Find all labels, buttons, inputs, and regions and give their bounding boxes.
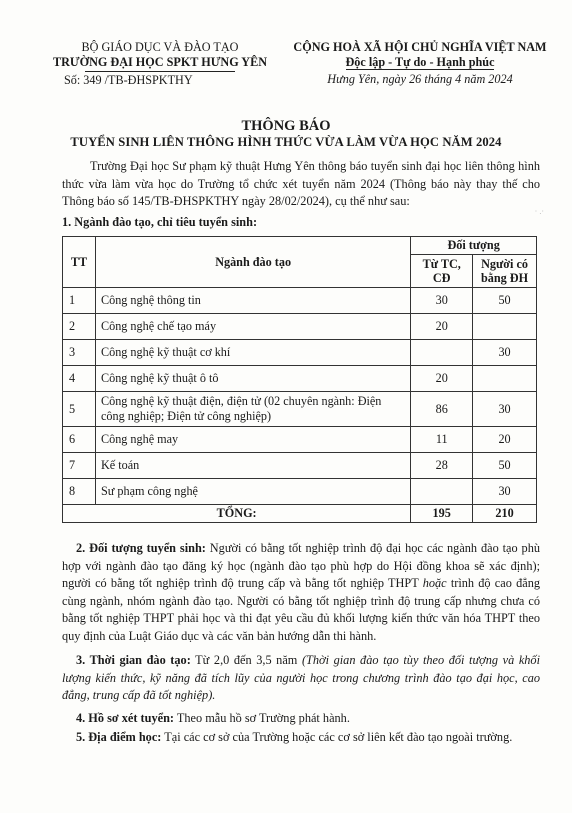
row-from-tc-cd [411,479,473,505]
row-from-tc-cd [411,340,473,366]
row-tt: 4 [63,366,96,392]
row-from-tc-cd: 28 [411,453,473,479]
row-tt: 7 [63,453,96,479]
row-university-degree: 30 [473,392,537,427]
section-4-text: Theo mẫu hồ sơ Trường phát hành. [174,711,350,725]
row-tt: 6 [63,427,96,453]
row-tt: 8 [63,479,96,505]
row-major: Công nghệ chế tạo máy [95,314,410,340]
section-2-text-1: Người có bằng tốt nghiệp trình độ đại học các ngành đào tạo phù hợp với ngành đào tạo đăng ký học (ngành đào tạo phù hợp do Hội đồng khoa sẽ xác định); người có bằng tốt nghiệp trình độ trung cấp và bằng tốt nghiệp THPT [62,541,540,590]
section-2-text-2: trình độ cao đẳng cùng ngành, nhóm ngành đào tạo. Người có bằng tốt nghiệp trình độ trung cấp nhưng chưa có bằng tốt nghiệp THPT phải học và thi đạt yêu cầu đủ khối lượng kiến thức văn hóa THPT theo quy định của Luật Giáo dục và các văn bản hướng dẫn thi hành. [62,576,540,643]
country-name: CỘNG HOÀ XÃ HỘI CHỦ NGHĨA VIỆT NAM [293,40,547,54]
section-3-italic: (Thời gian đào tạo tùy theo đối tượng và khối lượng kiến thức, kỹ năng đã tích lũy của người học trong chương trình đào tạo đại học, cao đẳng, trung cấp đã tốt nghiệp). [62,653,540,702]
table-row [63,314,537,340]
table-row [63,340,537,366]
row-tt: 3 [63,340,96,366]
school-name: TRƯỜNG ĐẠI HỌC SPKT HƯNG YÊN [52,55,268,69]
national-motto: Độc lập - Tự do - Hạnh phúc [345,55,495,69]
row-major: Sư phạm công nghệ [95,479,410,505]
total-from-tc-cd: 195 [411,505,473,523]
table-row [63,453,537,479]
col-header-from-tc-cd: Từ TC, CĐ [411,255,473,288]
row-from-tc-cd: 20 [411,314,473,340]
section-4-label: 4. Hồ sơ xét tuyển: [76,711,175,725]
row-university-degree: 50 [473,453,537,479]
row-tt: 5 [63,392,96,427]
table-row [63,427,537,453]
row-university-degree: 20 [473,427,537,453]
header-left [50,40,270,88]
row-university-degree: 50 [473,288,537,314]
row-tt: 2 [63,314,96,340]
section-2-paragraph [62,540,540,645]
document-subtitle: TUYỂN SINH LIÊN THÔNG HÌNH THỨC VỪA LÀM VỪA HỌC NĂM 2024 [70,135,502,149]
row-tt: 1 [63,288,96,314]
row-university-degree [473,314,537,340]
col-header-group: Đối tượng [411,237,537,255]
total-university-degree: 210 [473,505,537,523]
row-major: Kế toán [95,453,410,479]
header-right [290,40,550,87]
ministry-name: BỘ GIÁO DỤC VÀ ĐÀO TẠO [81,40,239,54]
total-label: TỔNG: [63,505,411,523]
section-3-paragraph [62,652,540,705]
table-row [63,288,537,314]
row-major: Công nghệ kỹ thuật điện, điện tử (02 chuyên ngành: Điện công nghiệp; Điện tử công nghiệp) [95,392,410,427]
total-row [63,505,537,523]
section-5-label: 5. Địa điểm học: [76,730,162,744]
row-from-tc-cd: 20 [411,366,473,392]
table-row [63,392,537,427]
section-4-paragraph [62,710,540,728]
row-university-degree: 30 [473,479,537,505]
quota-table [62,236,537,523]
section-5-text: Tại các cơ sở của Trường hoặc các cơ sở liên kết đào tạo ngoài trường. [161,730,513,744]
row-from-tc-cd: 30 [411,288,473,314]
section-2-italic: hoặc [422,576,447,590]
row-major: Công nghệ thông tin [95,288,410,314]
header-left-rule [85,71,235,72]
row-major: Công nghệ kỹ thuật ô tô [95,366,410,392]
col-header-university-degree: Người có bằng ĐH [473,255,537,288]
document-title: THÔNG BÁO [241,118,331,134]
row-from-tc-cd: 86 [411,392,473,427]
section-1-heading: 1. Ngành đào tạo, chỉ tiêu tuyển sinh: [62,215,258,229]
table-row [63,366,537,392]
row-university-degree: 30 [473,340,537,366]
intro-paragraph: Trường Đại học Sư phạm kỹ thuật Hưng Yên thông báo tuyển sinh đại học liên thông hình thức vừa làm vừa học do Trường tổ chức xét tuyển năm 2024 (Thông báo này thay thế cho Thông báo số 145/TB-ĐHSPKTHY ngày 28/02/2024), cụ thể như sau: [62,159,540,208]
place-date: Hưng Yên, ngày 26 tháng 4 năm 2024 [327,72,513,86]
col-header-tt: TT [63,237,96,288]
col-header-major: Ngành đào tạo [95,237,410,288]
section-2-label: 2. Đối tượng tuyển sinh: [76,541,206,555]
row-major: Công nghệ kỹ thuật cơ khí [95,340,410,366]
table-row [63,479,537,505]
section-3-label: 3. Thời gian đào tạo: [76,653,191,667]
section-5-paragraph [62,729,540,747]
section-3-text: Từ 2,0 đến 3,5 năm [190,653,302,667]
scan-speck: · .· [534,207,544,216]
row-from-tc-cd: 11 [411,427,473,453]
row-major: Công nghệ may [95,427,410,453]
document-number: Số: 349 /TB-ĐHSPKTHY [64,73,193,87]
row-university-degree [473,366,537,392]
